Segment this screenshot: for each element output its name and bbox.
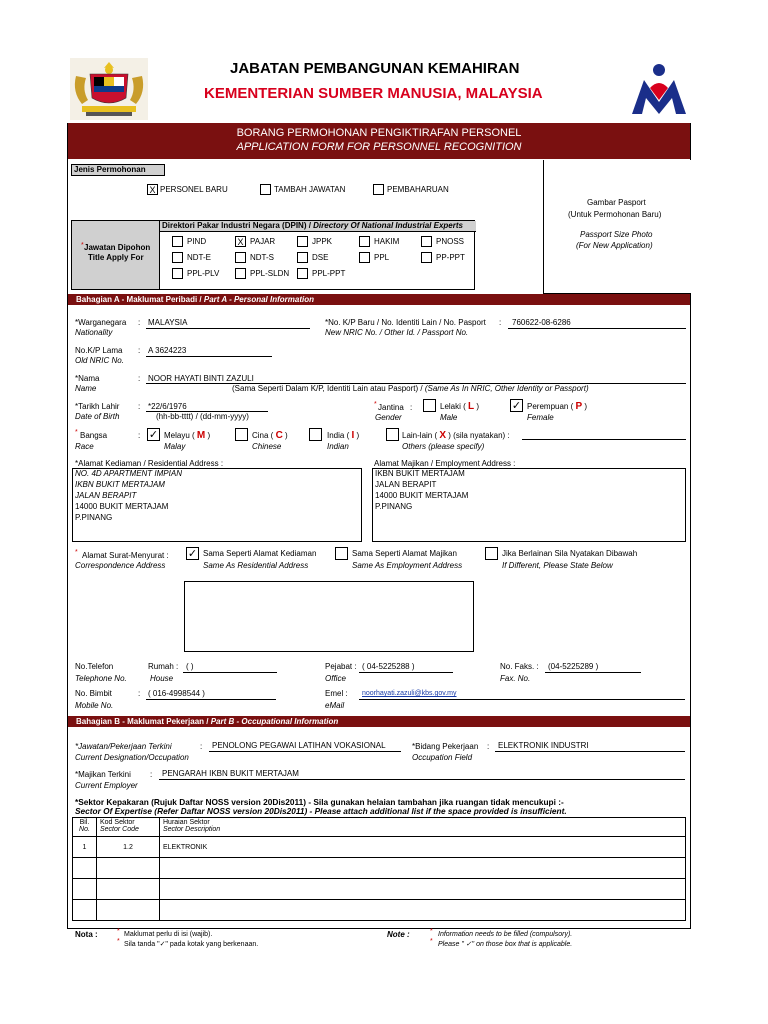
- indian-code: I: [351, 430, 355, 441]
- col-code-header: [97, 818, 160, 837]
- res-address-line-1: NO. 4D APARTMENT IMPIAN: [75, 469, 182, 478]
- corr-same-emp-checkbox[interactable]: [335, 547, 348, 560]
- pp-ppt-checkbox[interactable]: [421, 252, 432, 263]
- passport-photo-box[interactable]: [543, 160, 691, 294]
- male-label: [440, 402, 479, 412]
- pnoss-checkbox[interactable]: [421, 236, 432, 247]
- jenis-label: Jenis Permohonan: [71, 164, 165, 176]
- email-value[interactable]: noorhayati.zazuli@kbs.gov.my: [362, 690, 457, 697]
- nota-mark-2: *: [117, 938, 120, 945]
- indian-label-ms: India (: [327, 431, 350, 440]
- emp-address-line-2: JALAN BERAPIT: [375, 480, 437, 489]
- nationality-label: *Warganegara: [75, 318, 127, 327]
- malay-label: [164, 431, 210, 441]
- employer-line: [159, 779, 685, 780]
- row-no: 1: [73, 837, 97, 858]
- coat-of-arms-logo: [70, 58, 148, 120]
- chinese-code: C: [275, 430, 283, 441]
- malay-code: M: [196, 430, 206, 441]
- res-address-line-2: IKBN BUKIT MERTAJAM: [75, 480, 165, 489]
- ndt-s-checkbox[interactable]: [235, 252, 246, 263]
- dob-colon: :: [138, 402, 141, 411]
- fax-label: No. Faks. :: [500, 662, 539, 671]
- name-note-ms: (Sama Seperti Dalam K/P, Identiti Lain atau Pasport) /: [232, 384, 425, 393]
- male-close-paren: ): [476, 402, 480, 411]
- female-label-ms: Perempuan (: [527, 402, 574, 411]
- nationality-colon: :: [138, 318, 141, 327]
- col-no-ms: Bil.: [79, 819, 90, 826]
- pind-checkbox[interactable]: [172, 236, 183, 247]
- note-line-2: Please " ✓" on those box that is applicable.: [438, 941, 573, 948]
- malay-close-paren: ): [207, 431, 211, 440]
- table-row[interactable]: [73, 837, 686, 858]
- race-label: Bangsa: [80, 431, 108, 440]
- emp-address-line-4: P.PINANG: [375, 502, 413, 511]
- field-line: [495, 751, 685, 752]
- email-line: [359, 699, 685, 700]
- corr-same-res-label-en: Same As Residential Address: [203, 561, 309, 570]
- office-value[interactable]: ( 04-5225288 ): [362, 662, 415, 671]
- part-b-title-ms: Bahagian B - Maklumat Pekerjaan /: [76, 717, 211, 726]
- hakim-checkbox[interactable]: [359, 236, 370, 247]
- emp-address-line-3: 14000 BUKIT MERTAJAM: [375, 491, 469, 500]
- part-a-title-ms: Bahagian A - Maklumat Peribadi /: [76, 295, 204, 304]
- res-address-line-5: P.PINANG: [75, 513, 113, 522]
- row-desc: [160, 858, 686, 879]
- mobile-colon: :: [138, 689, 141, 698]
- emp-address-line-1: IKBN BUKIT MERTAJAM: [375, 469, 465, 478]
- field-value[interactable]: ELEKTRONIK INDUSTRI: [498, 741, 589, 750]
- fax-line: [545, 672, 641, 673]
- col-desc-ms: Huraian Sektor: [163, 819, 210, 826]
- nric-colon: :: [499, 318, 502, 327]
- indian-close-paren: ): [356, 431, 360, 440]
- others-race-label-en: Others (please specify): [402, 442, 485, 451]
- table-row[interactable]: [73, 879, 686, 900]
- house-label-en: House: [150, 674, 174, 683]
- old-nric-label: No.K/P Lama: [75, 346, 123, 355]
- race-label-en: Race: [75, 442, 94, 451]
- male-label-ms: Lelaki (: [440, 402, 466, 411]
- office-label: Pejabat :: [325, 662, 357, 671]
- row-no: [73, 858, 97, 879]
- pajar-checkbox[interactable]: X: [235, 236, 246, 247]
- office-label-en: Office: [325, 674, 346, 683]
- photo-label-4: (For New Application): [576, 241, 653, 250]
- dob-label-en: Date of Birth: [75, 412, 120, 421]
- corr-different-label-en: If Different, Please State Below: [502, 561, 613, 570]
- tel-label: No.Telefon: [75, 662, 114, 671]
- male-checkbox[interactable]: [423, 399, 436, 412]
- corr-label: Alamat Surat-Menyurat :: [82, 551, 169, 560]
- jppk-label: JPPK: [312, 237, 333, 246]
- corr-same-res-checkbox[interactable]: ✓: [187, 548, 198, 560]
- gender-label: Jantina: [378, 403, 404, 412]
- res-address-label: *Alamat Kediaman / Residential Address :: [75, 459, 224, 468]
- pnoss-label: PNOSS: [436, 237, 465, 246]
- fax-value[interactable]: (04-5225289 ): [548, 662, 599, 671]
- title-apply-for-label: Title Apply For: [88, 253, 144, 262]
- mobile-label: No. Bimbit: [75, 689, 112, 698]
- designation-line: [209, 751, 401, 752]
- female-close-paren: ): [584, 402, 588, 411]
- row-code: 1.2: [97, 837, 160, 858]
- nota-line-2: Sila tanda "✓" pada kotak yang berkenaan.: [124, 941, 259, 948]
- nationality-line: [146, 328, 310, 329]
- name-colon: :: [138, 374, 141, 383]
- res-address-line-4: 14000 BUKIT MERTAJAM: [75, 502, 169, 511]
- office-line: [359, 672, 453, 673]
- gender-required-mark: *: [374, 401, 377, 408]
- col-desc-header: [160, 818, 686, 837]
- photo-label-1: Gambar Pasport: [587, 198, 646, 207]
- part-b-title-en: Part B - Occupational Information: [210, 717, 339, 726]
- row-no: [73, 879, 97, 900]
- female-label-en: Female: [527, 413, 554, 422]
- corr-different-label: Jika Berlainan Sila Nyatakan Dibawah: [502, 549, 638, 558]
- photo-label-2: (Untuk Permohonan Baru): [568, 210, 662, 219]
- ppl-ppt-label: PPL-PPT: [312, 269, 346, 278]
- field-label-en: Occupation Field: [412, 753, 473, 762]
- sector-table: [72, 817, 686, 921]
- house-line: [183, 672, 277, 673]
- malay-label-en: Malay: [164, 442, 186, 451]
- mobile-line: [146, 699, 276, 700]
- field-colon: :: [487, 742, 490, 751]
- indian-checkbox[interactable]: [309, 428, 322, 441]
- col-desc-en: Sector Description: [163, 826, 221, 833]
- chinese-checkbox[interactable]: [235, 428, 248, 441]
- nationality-value[interactable]: MALAYSIA: [148, 318, 188, 327]
- note-label: Note :: [387, 930, 410, 939]
- ndt-e-label: NDT-E: [187, 253, 211, 262]
- fax-label-en: Fax. No.: [500, 674, 531, 683]
- designation-label-en: Current Designation/Occupation: [75, 753, 189, 762]
- form-title-ms: BORANG PERMOHONAN PENGIKTIRAFAN PERSONEL: [236, 127, 522, 139]
- chinese-label-ms: Cina (: [252, 431, 274, 440]
- designation-colon: :: [200, 742, 203, 751]
- row-no: [73, 900, 97, 921]
- row-desc: [160, 879, 686, 900]
- malay-label-ms: Melayu (: [164, 431, 195, 440]
- corr-same-res-label: Sama Seperti Alamat Kediaman: [203, 549, 317, 558]
- col-code-ms: Kod Sektor: [100, 819, 135, 826]
- malay-checkbox[interactable]: ✓: [148, 429, 159, 441]
- female-code: P: [575, 401, 583, 412]
- ppl-sldn-label: PPL-SLDN: [250, 269, 290, 278]
- others-race-label-ms: Lain-lain (: [402, 431, 438, 440]
- pajar-label: PAJAR: [250, 237, 276, 246]
- gender-colon: :: [410, 403, 413, 412]
- old-nric-colon: :: [138, 346, 141, 355]
- ppl-label: PPL: [374, 253, 390, 262]
- dse-checkbox[interactable]: [297, 252, 308, 263]
- row-code: [97, 900, 160, 921]
- email-label-en: eMail: [325, 701, 345, 710]
- name-label-en: Name: [75, 384, 97, 393]
- nota-mark-1: *: [117, 928, 120, 935]
- sector-note-en: Sector Of Expertise (Refer Daftar NOSS version 20Dis2011) - Please attach additional list if the space provided is insufficient.: [75, 806, 567, 816]
- mobile-value[interactable]: ( 016-4998544 ): [148, 689, 205, 698]
- form-title-en: APPLICATION FORM FOR PERSONNEL RECOGNITION: [236, 141, 522, 153]
- nric-label-en: New NRIC No. / Other Id. / Passport No.: [325, 328, 469, 337]
- ndt-s-label: NDT-S: [250, 253, 274, 262]
- chinese-close-paren: ): [285, 431, 288, 440]
- row-desc: [160, 900, 686, 921]
- chinese-label: [252, 431, 288, 441]
- res-address-line-3: JALAN BERAPIT: [75, 491, 137, 500]
- corr-label-en: Correspondence Address: [75, 561, 166, 570]
- name-value[interactable]: NOOR HAYATI BINTI ZAZULI: [148, 374, 254, 383]
- old-nric-label-en: Old NRIC No.: [75, 356, 124, 365]
- row-code: [97, 858, 160, 879]
- race-colon: :: [138, 431, 141, 440]
- female-label: [527, 402, 587, 412]
- dpin-header: [160, 221, 476, 232]
- designation-value[interactable]: PENOLONG PEGAWAI LATIHAN VOKASIONAL: [212, 741, 386, 750]
- ppl-checkbox[interactable]: [359, 252, 370, 263]
- ppl-plv-label: PPL-PLV: [187, 269, 220, 278]
- dpin-header-ms: Direktori Pakar Industri Negara (DPIN) /: [162, 221, 314, 230]
- dpin-required-mark: *: [81, 242, 84, 249]
- nric-value[interactable]: 760622-08-6286: [512, 318, 571, 327]
- col-code-en: Sector Code: [100, 826, 139, 833]
- indian-label-en: Indian: [327, 442, 349, 451]
- employer-colon: :: [150, 770, 153, 779]
- corr-address-box[interactable]: [184, 581, 474, 652]
- col-no-header: [73, 818, 97, 837]
- corr-different-checkbox[interactable]: [485, 547, 498, 560]
- dse-label: DSE: [312, 253, 329, 262]
- tambah-jawatan-label: TAMBAH JAWATAN: [274, 185, 346, 194]
- col-no-en: No.: [79, 826, 90, 833]
- house-value[interactable]: ( ): [186, 662, 194, 671]
- emp-address-label: Alamat Majikan / Employment Address :: [374, 459, 516, 468]
- pind-label: PIND: [187, 237, 207, 246]
- corr-required-mark: *: [75, 549, 78, 556]
- row-desc: ELEKTRONIK: [160, 837, 686, 858]
- row-code: [97, 879, 160, 900]
- email-label: Emel :: [325, 689, 348, 698]
- old-nric-value[interactable]: A 3624223: [148, 346, 187, 355]
- employer-value[interactable]: PENGARAH IKBN BUKIT MERTAJAM: [162, 769, 299, 778]
- table-row[interactable]: [73, 858, 686, 879]
- note-mark-1: *: [430, 928, 433, 935]
- nota-line-1: Maklumat perlu di isi (wajib).: [124, 931, 213, 938]
- dept-title: JABATAN PEMBANGUNAN KEMAHIRAN: [230, 60, 520, 77]
- jpk-logo: [628, 58, 690, 120]
- dpin-header-en: Directory Of National Industrial Experts: [313, 221, 463, 230]
- tel-label-en: Telephone No.: [75, 674, 127, 683]
- others-race-line: [522, 439, 686, 440]
- pp-ppt-label: PP-PPT: [436, 253, 465, 262]
- old-nric-line: [146, 356, 272, 357]
- mobile-label-en: Mobile No.: [75, 701, 114, 710]
- name-label: *Nama: [75, 374, 100, 383]
- pembaharuan-checkbox[interactable]: [373, 184, 384, 195]
- chinese-label-en: Chinese: [252, 442, 282, 451]
- sector-note-ms: *Sektor Kepakaran (Rujuk Daftar NOSS version 20Dis2011) - Sila gunakan helaian tambahan jika ruangan tidak mencukupi :-: [75, 797, 564, 807]
- personel-baru-label: PERSONEL BARU: [160, 185, 228, 194]
- ppl-sldn-checkbox[interactable]: [235, 268, 246, 279]
- female-checkbox[interactable]: ✓: [511, 400, 522, 412]
- ministry-title: KEMENTERIAN SUMBER MANUSIA, MALAYSIA: [204, 85, 543, 102]
- employer-label: *Majikan Terkini: [75, 770, 131, 779]
- part-b-bar: [68, 716, 690, 727]
- nationality-label-en: Nationality: [75, 328, 113, 337]
- form-title-bar: [68, 123, 690, 159]
- others-race-label: [402, 431, 510, 441]
- hakim-label: HAKIM: [374, 237, 400, 246]
- corr-same-emp-label: Sama Seperti Alamat Majikan: [352, 549, 457, 558]
- part-a-title-en: Part A - Personal Information: [203, 295, 314, 304]
- ppl-ppt-checkbox[interactable]: [297, 268, 308, 279]
- photo-label-3: Passport Size Photo: [580, 230, 653, 239]
- jawatan-dipohon-label: Jawatan Dipohon: [84, 243, 151, 252]
- house-label: Rumah :: [148, 662, 179, 671]
- designation-label: *Jawatan/Pekerjaan Terkini: [75, 742, 172, 751]
- dob-value[interactable]: *22/6/1976: [148, 402, 187, 411]
- corr-same-emp-label-en: Same As Employment Address: [352, 561, 463, 570]
- nric-label: *No. K/P Baru / No. Identiti Lain / No. Pasport: [325, 318, 486, 327]
- indian-label: [327, 431, 359, 441]
- gender-label-en: Gender: [375, 413, 402, 422]
- nric-line: [508, 328, 686, 329]
- jppk-checkbox[interactable]: [297, 236, 308, 247]
- male-label-en: Male: [440, 413, 458, 422]
- name-note: [232, 385, 589, 393]
- others-race-code: X: [439, 430, 447, 441]
- ndt-e-checkbox[interactable]: [172, 252, 183, 263]
- part-a-bar: [68, 294, 690, 305]
- others-race-note: ) (sila nyatakan) :: [448, 431, 510, 440]
- race-required-mark: *: [75, 429, 78, 436]
- sector-table-header: [73, 818, 686, 837]
- name-note-en: (Same As In NRIC, Other Identity or Passport): [424, 384, 589, 393]
- male-code: L: [468, 401, 475, 412]
- dob-label: *Tarikh Lahir: [75, 402, 120, 411]
- dob-format: (hh-bb-tttt) / (dd-mm-yyyy): [156, 412, 249, 421]
- table-row[interactable]: [73, 900, 686, 921]
- note-line-1: Information needs to be filled (compulsory).: [438, 931, 573, 938]
- tambah-jawatan-checkbox[interactable]: [260, 184, 271, 195]
- employer-label-en: Current Employer: [75, 781, 138, 790]
- personel-baru-checkbox[interactable]: X: [147, 184, 158, 195]
- others-race-checkbox[interactable]: [386, 428, 399, 441]
- pembaharuan-label: PEMBAHARUAN: [387, 185, 449, 194]
- note-mark-2: *: [430, 938, 433, 945]
- field-label: *Bidang Pekerjaan: [412, 742, 479, 751]
- nota-label: Nota :: [75, 930, 98, 939]
- ppl-plv-checkbox[interactable]: [172, 268, 183, 279]
